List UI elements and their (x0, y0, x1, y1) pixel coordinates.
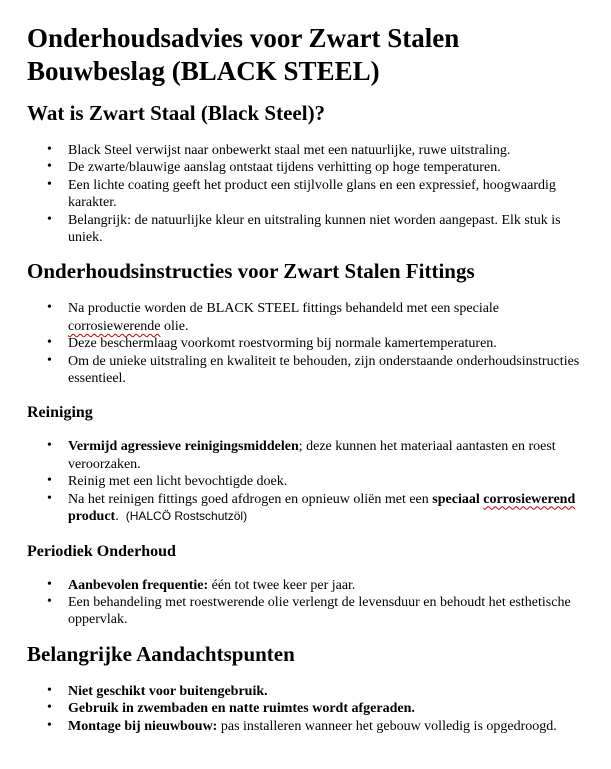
bullet-item (27, 438, 585, 473)
text-run: olie. (160, 318, 189, 334)
bullet-list (27, 300, 585, 387)
bullet-marker-icon: • (47, 142, 52, 157)
text-run: pas installeren wanneer het gebouw volledig is opgedroogd. (217, 718, 557, 734)
text-run: ; deze kunnen het materiaal aantasten en roest veroorzaken. (68, 439, 556, 472)
text-run: Een lichte coating geeft het product een stijlvolle glans en een expressief, hoogwaardig karakter. (68, 177, 556, 211)
text-run: Black Steel verwijst naar onbewerkt staal met een natuurlijke, ruwe uitstraling. (68, 143, 511, 158)
section-heading: Wat is Zwart Staal (Black Steel)? (27, 101, 326, 125)
bullet-marker-icon: • (47, 352, 52, 368)
bullet-item (27, 491, 585, 526)
bullet-marker-icon: • (47, 490, 52, 506)
bullet-item (27, 577, 585, 594)
bullet-marker-icon: • (47, 593, 52, 609)
text-run: product (68, 509, 116, 525)
text-run: Montage bij nieuwbouw: (68, 718, 218, 734)
bullet-marker-icon: • (47, 176, 52, 192)
text-run: Belangrijk: de natuurlijke kleur en uitstraling kunnen niet worden aangepast. Elk stuk is uniek. (68, 212, 561, 246)
bullet-list (27, 438, 585, 525)
bullet-marker-icon: • (47, 438, 52, 454)
bullet-list (27, 142, 585, 246)
text-run: speciaal (432, 491, 484, 507)
bullet-marker-icon: • (47, 300, 52, 316)
bullet-marker-icon: • (47, 576, 52, 592)
bullet-item (27, 142, 585, 159)
bullet-item (27, 353, 585, 388)
bullet-marker-icon: • (47, 159, 52, 175)
text-run: Aanbevolen frequentie: (68, 577, 209, 593)
text-run: . (115, 509, 119, 525)
bullet-item (27, 683, 585, 700)
bullet-marker-icon: • (47, 717, 52, 733)
text-run: Niet geschikt voor buitengebruik. (68, 683, 268, 699)
bullet-item (27, 718, 585, 735)
bullet-item (27, 159, 585, 176)
bullet-item (27, 212, 585, 247)
spellcheck-word: corrosiewerend (483, 491, 576, 507)
section-heading: Reiniging (27, 404, 93, 422)
text-run: Na productie worden de BLACK STEEL fittings behandeld met een speciale (68, 301, 500, 317)
section-heading: Periodiek Onderhoud (27, 542, 176, 560)
bullet-item (27, 594, 585, 629)
bullet-item (27, 335, 585, 352)
text-run: Om de unieke uitstraling en kwaliteit te behouden, zijn onderstaande onderhoudsinstructies essentieel. (68, 353, 580, 387)
bullet-item (27, 473, 585, 490)
bullet-item (27, 700, 585, 717)
section-heading: Onderhoudsinstructies voor Zwart Stalen Fittings (27, 259, 475, 284)
bullet-marker-icon: • (47, 473, 52, 489)
bullet-item (27, 177, 585, 212)
document-body (27, 101, 585, 735)
spellcheck-word: corrosiewerende (68, 318, 161, 334)
text-run: Een behandeling met roestwerende olie verlengt de levensduur en behoudt het esthetische oppervlak. (68, 594, 571, 628)
bullet-item (27, 300, 585, 335)
document-title: Onderhoudsadvies voor Zwart Stalen Bouwbeslag (BLACK STEEL) (27, 23, 460, 86)
bullet-marker-icon: • (47, 211, 52, 227)
text-run: één tot twee keer per jaar. (208, 577, 356, 593)
text-run: Na het reinigen fittings goed afdrogen en opnieuw oliën met een (68, 491, 433, 507)
text-run: De zwarte/blauwige aanslag ontstaat tijdens verhitting op hoge temperaturen. (68, 160, 501, 176)
bullet-list (27, 683, 585, 735)
bullet-marker-icon: • (47, 682, 52, 698)
bullet-marker-icon: • (47, 335, 52, 351)
bullet-list (27, 577, 585, 629)
bullet-marker-icon: • (47, 700, 52, 716)
section-heading: Belangrijke Aandachtspunten (27, 641, 295, 666)
text-run: Vermijd agressieve reinigingsmiddelen (68, 439, 299, 455)
text-run: Deze beschermlaag voorkomt roestvorming bij normale kamertemperaturen. (68, 336, 497, 352)
text-run: Gebruik in zwembaden en natte ruimtes wordt afgeraden. (68, 701, 415, 717)
text-run: Reinig met een licht bevochtigde doek. (68, 474, 288, 490)
text-run: (HALCÖ Rostschutzöl) (125, 509, 248, 524)
